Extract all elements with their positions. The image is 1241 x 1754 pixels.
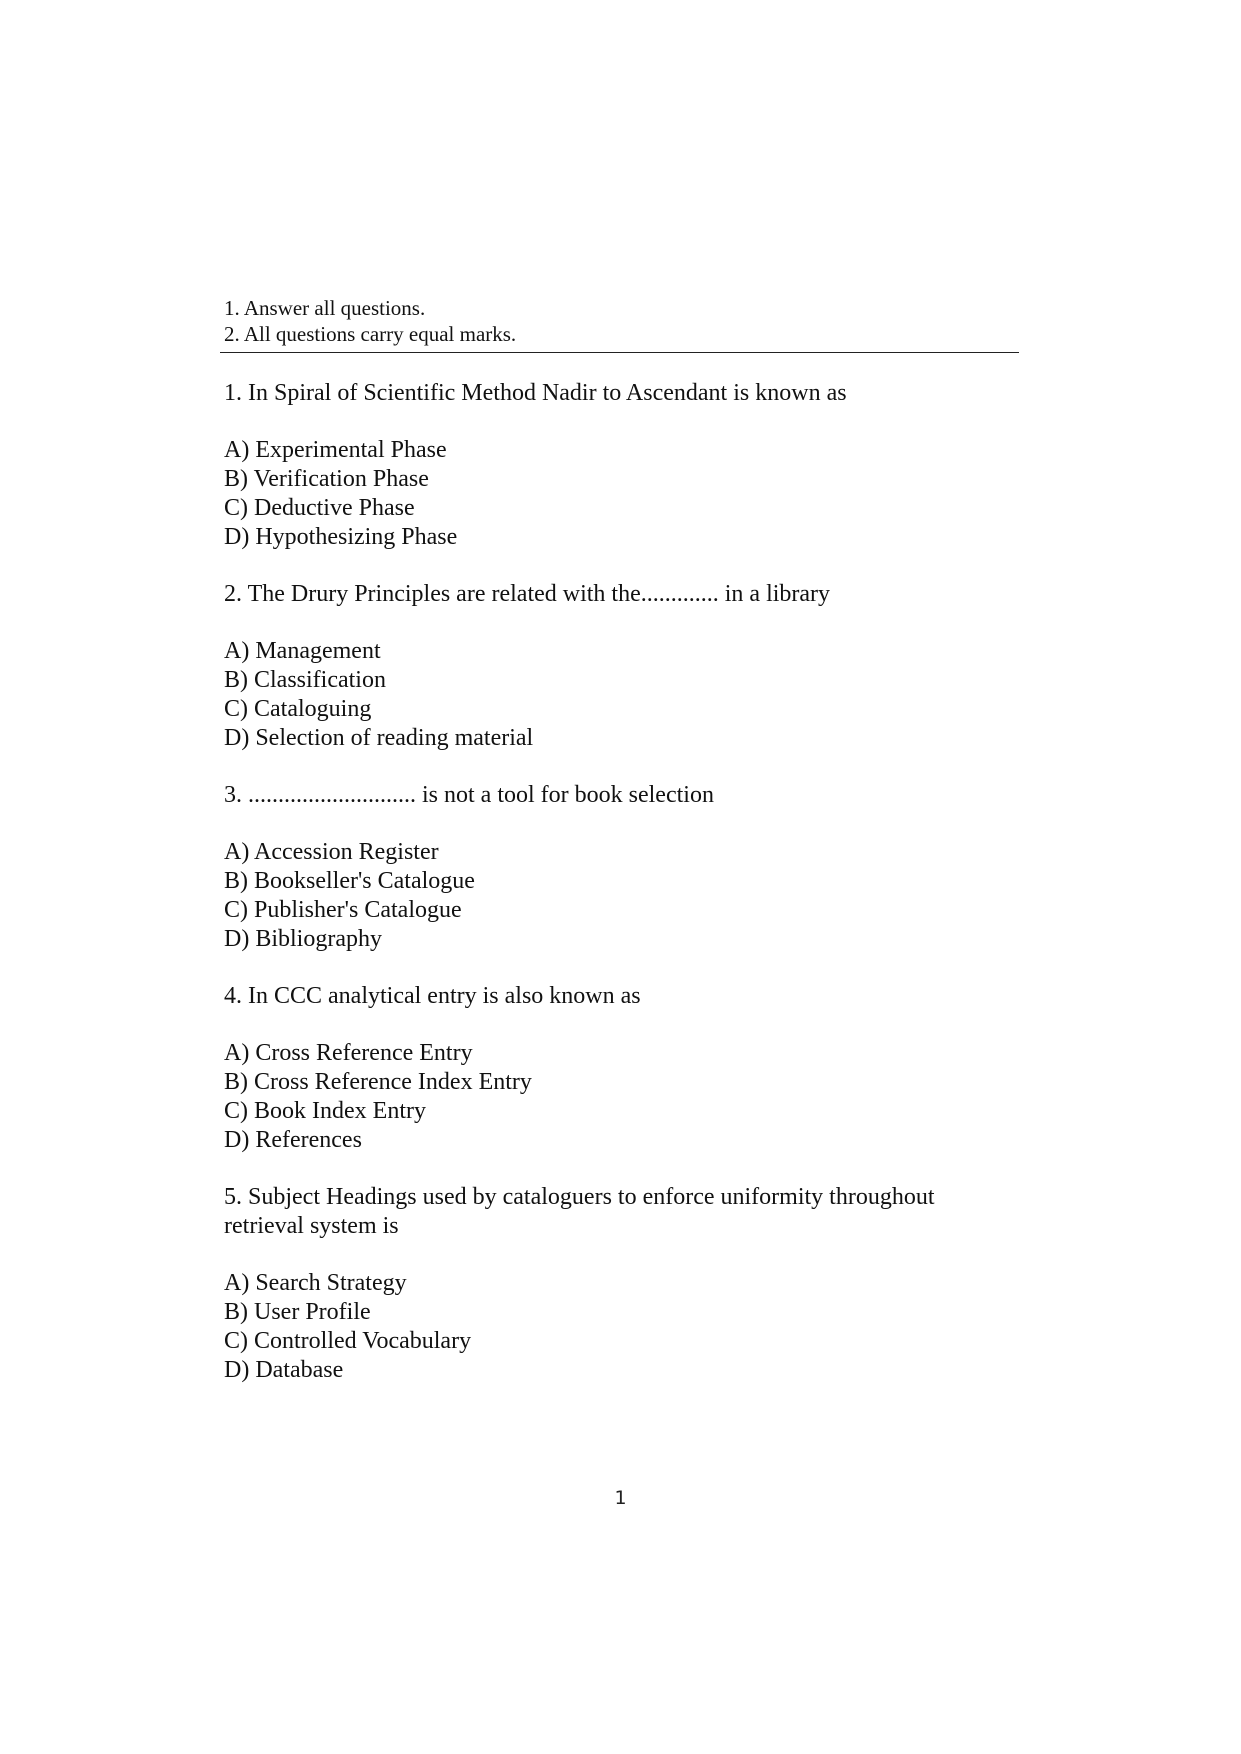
option-b: B) Bookseller's Catalogue (224, 868, 475, 894)
question-4 (224, 982, 1004, 1155)
option-d: D) Database (224, 1357, 344, 1383)
option-a: A) Experimental Phase (224, 437, 447, 463)
question-text: 3. ............................ is not a tool for book selection (224, 782, 714, 808)
option-a: A) Accession Register (224, 839, 439, 865)
option-b: B) User Profile (224, 1299, 371, 1325)
question-list (224, 379, 1004, 1413)
page-number: 1 (614, 1487, 627, 1509)
question-text: 4. In CCC analytical entry is also known as (224, 983, 641, 1009)
option-d: D) Selection of reading material (224, 725, 534, 751)
option-a: A) Search Strategy (224, 1270, 407, 1296)
question-text: 1. In Spiral of Scientific Method Nadir to Ascendant is known as (224, 380, 847, 406)
question-3 (224, 781, 1004, 954)
question-2 (224, 580, 1004, 753)
option-a: A) Cross Reference Entry (224, 1040, 473, 1066)
question-5 (224, 1183, 1004, 1385)
option-d: D) Bibliography (224, 926, 382, 952)
option-c: C) Cataloguing (224, 696, 372, 722)
instructions (224, 295, 516, 347)
option-b: B) Classification (224, 667, 386, 693)
option-c: C) Book Index Entry (224, 1098, 426, 1124)
option-b: B) Verification Phase (224, 466, 429, 492)
question-1 (224, 379, 1004, 552)
instruction-line: 2. All questions carry equal marks. (224, 322, 517, 346)
header-divider (220, 352, 1019, 353)
option-c: C) Deductive Phase (224, 495, 415, 521)
option-c: C) Controlled Vocabulary (224, 1328, 472, 1354)
question-text: 2. The Drury Principles are related with the............. in a library (224, 581, 831, 607)
option-c: C) Publisher's Catalogue (224, 897, 462, 923)
option-b: B) Cross Reference Index Entry (224, 1069, 532, 1095)
option-d: D) References (224, 1127, 362, 1153)
instruction-line: 1. Answer all questions. (224, 296, 426, 320)
question-text: 5. Subject Headings used by cataloguers to enforce uniformity throughout retrieval system is (224, 1184, 935, 1239)
option-d: D) Hypothesizing Phase (224, 524, 458, 550)
option-a: A) Management (224, 638, 381, 664)
